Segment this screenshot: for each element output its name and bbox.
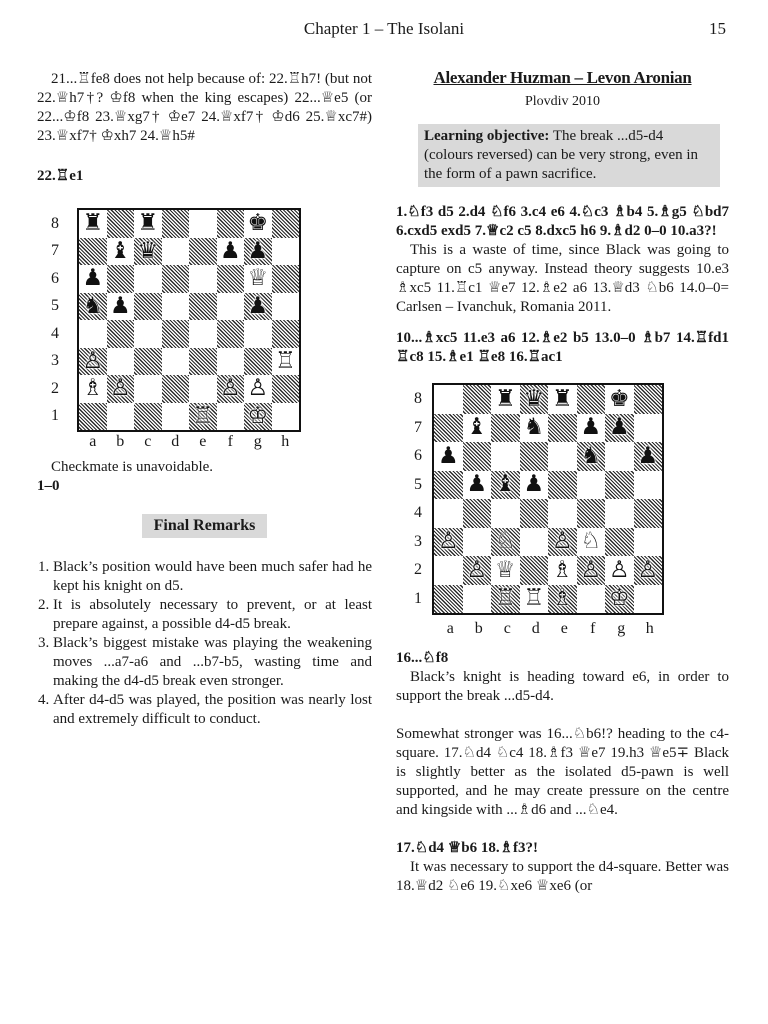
chess-diagram-2 [396, 383, 729, 639]
board-square-b8 [463, 385, 492, 414]
board-square-g6 [605, 442, 634, 471]
black-knight-icon: ♞ [82, 292, 104, 319]
board-square-f5 [217, 293, 245, 321]
board-square-h1 [272, 403, 300, 431]
board-square-e4 [548, 499, 577, 528]
black-pawn-icon: ♟ [466, 471, 488, 498]
board-square-e2 [189, 375, 217, 403]
board-square-c2 [134, 375, 162, 403]
board-square-f2 [577, 556, 606, 585]
board-square-b6 [107, 265, 135, 293]
board-square-c5 [491, 471, 520, 500]
white-knight-icon: ♘ [494, 528, 516, 555]
left-column [37, 70, 372, 729]
white-pawn-icon: ♙ [580, 556, 602, 583]
remark-item: 4. After d4-d5 was played, the position was nearly lost and extremely difficult to conduct. [53, 691, 372, 729]
learning-objective-box [418, 124, 720, 187]
board-square-a5 [434, 471, 463, 500]
board-square-a1 [79, 403, 107, 431]
remark-item: 1. Black’s position would have been much safer had he kept his knight on d5. [53, 558, 372, 596]
board-square-g1 [605, 585, 634, 614]
board-square-b5 [107, 293, 135, 321]
file-label: a [446, 620, 454, 637]
black-knight-icon: ♞ [523, 414, 545, 441]
file-labels [436, 619, 664, 639]
black-bishop-icon: ♝ [494, 471, 516, 498]
rank-label: 7 [51, 242, 59, 260]
board-square-f1 [577, 585, 606, 614]
game-location: Plovdiv 2010 [524, 94, 601, 109]
board-square-g4 [244, 320, 272, 348]
white-bishop-icon: ♗ [82, 375, 104, 402]
board-square-h1 [634, 585, 663, 614]
file-label: c [503, 620, 511, 637]
board-square-b8 [107, 210, 135, 238]
objective-label: Learning objective: [424, 128, 550, 144]
white-pawn-icon: ♙ [82, 347, 104, 374]
board-square-b3 [107, 348, 135, 376]
board-square-c2 [491, 556, 520, 585]
white-rook-icon: ♖ [494, 585, 516, 612]
rank-label: 1 [414, 589, 422, 607]
board-square-f4 [217, 320, 245, 348]
rank-labels [45, 210, 65, 430]
moves-10-16: 10...♗xc5 11.e3 a6 12.♗e2 b5 13.0–0 ♗b7 14.♖fd1 ♖c8 15.♗e1 ♖e8 16.♖ac1 [396, 330, 729, 365]
board-square-c8 [134, 210, 162, 238]
board-square-e3 [548, 528, 577, 557]
rank-label: 6 [51, 269, 59, 287]
white-pawn-icon: ♙ [219, 375, 241, 402]
board-square-c3 [491, 528, 520, 557]
board-square-c7 [134, 238, 162, 266]
board-square-a1 [434, 585, 463, 614]
board-square-g2 [605, 556, 634, 585]
board-square-b4 [107, 320, 135, 348]
board-square-c4 [491, 499, 520, 528]
file-labels [79, 432, 299, 452]
black-queen-icon: ♛ [137, 237, 159, 264]
board-caption: Checkmate is unavoidable. [51, 459, 214, 475]
board-square-h5 [272, 293, 300, 321]
game-title: Alexander Huzman – Levon Aronian [433, 68, 692, 87]
board-square-c6 [491, 442, 520, 471]
black-king-icon: ♚ [608, 385, 630, 412]
board-square-c7 [491, 414, 520, 443]
white-pawn-icon: ♙ [551, 528, 573, 555]
board-square-h4 [272, 320, 300, 348]
remark-item: 3. Black’s biggest mistake was playing the weakening moves ...a7-a6 and ...b7-b5, wasting time and making the d4-d5 break even stronger. [53, 634, 372, 691]
board-square-a4 [79, 320, 107, 348]
board-square-g1 [244, 403, 272, 431]
board-square-b2 [107, 375, 135, 403]
white-pawn-icon: ♙ [466, 556, 488, 583]
black-pawn-icon: ♟ [109, 292, 131, 319]
board-square-h5 [634, 471, 663, 500]
rank-label: 5 [414, 475, 422, 493]
commentary-3: Somewhat stronger was 16...♘b6!? heading to the c4-square. 17.♘d4 ♘c4 18.♗f3 ♕e7 19.h3 ♕e5∓ Black is slightly better as the isolated d5-pawn is well supported, and he may create pressure on the centre and kingside with ...♗d6 and ...♘e4. [396, 726, 729, 818]
board-square-a8 [79, 210, 107, 238]
white-pawn-icon: ♙ [247, 375, 269, 402]
board-square-a6 [79, 265, 107, 293]
board-square-f5 [577, 471, 606, 500]
board-square-e4 [189, 320, 217, 348]
board-square-f6 [577, 442, 606, 471]
chessboard-2 [432, 383, 664, 615]
file-label: d [531, 620, 540, 637]
black-bishop-icon: ♝ [466, 414, 488, 441]
board-square-g3 [605, 528, 634, 557]
rank-labels [408, 385, 428, 613]
rank-label: 4 [414, 504, 422, 522]
board-square-d6 [520, 442, 549, 471]
board-square-g8 [244, 210, 272, 238]
board-square-h7 [272, 238, 300, 266]
board-square-d6 [162, 265, 190, 293]
board-square-e1 [189, 403, 217, 431]
white-bishop-icon: ♗ [551, 556, 573, 583]
board-square-d7 [520, 414, 549, 443]
file-label: e [199, 433, 207, 450]
commentary-1: This is a waste of time, since Black was going to capture on c5 anyway. Instead theory suggests 10.e3 ♗xc5 11.♖c1 ♕e7 12.♗e2 a6 13.♕d3 ♘b6 14.0–0= Carlsen – Ivanchuk, Romania 2011. [396, 242, 729, 315]
board-square-f6 [217, 265, 245, 293]
black-pawn-icon: ♟ [82, 265, 104, 292]
board-square-e7 [189, 238, 217, 266]
white-rook-icon: ♖ [523, 585, 545, 612]
black-pawn-icon: ♟ [437, 442, 459, 469]
black-pawn-icon: ♟ [247, 292, 269, 319]
board-square-h3 [272, 348, 300, 376]
board-square-c1 [134, 403, 162, 431]
board-square-c3 [134, 348, 162, 376]
black-rook-icon: ♜ [137, 210, 159, 237]
objective-text: The break ...d5-d4 (colours reversed) can be very strong, even in the form of a pawn sacrifice. [424, 128, 699, 182]
board-square-f7 [577, 414, 606, 443]
white-rook-icon: ♖ [274, 347, 296, 374]
board-square-f8 [577, 385, 606, 414]
file-label: a [89, 433, 97, 450]
board-square-e8 [189, 210, 217, 238]
white-pawn-icon: ♙ [109, 375, 131, 402]
move-17: 17.♘d4 ♕b6 18.♗f3?! [396, 840, 539, 856]
board-square-h6 [272, 265, 300, 293]
rank-label: 1 [51, 407, 59, 425]
board-square-f3 [217, 348, 245, 376]
board-square-c1 [491, 585, 520, 614]
board-square-e2 [548, 556, 577, 585]
black-rook-icon: ♜ [82, 210, 104, 237]
right-column [396, 68, 729, 896]
board-square-a2 [79, 375, 107, 403]
board-square-e1 [548, 585, 577, 614]
board-square-b1 [107, 403, 135, 431]
final-remarks-heading: Final Remarks [142, 514, 268, 538]
board-square-f2 [217, 375, 245, 403]
board-square-c8 [491, 385, 520, 414]
board-square-c5 [134, 293, 162, 321]
chapter-title: Chapter 1 – The Isolani [303, 19, 465, 38]
black-bishop-icon: ♝ [109, 237, 131, 264]
board-square-b5 [463, 471, 492, 500]
black-king-icon: ♚ [247, 210, 269, 237]
board-square-e3 [189, 348, 217, 376]
white-queen-icon: ♕ [247, 265, 269, 292]
board-square-e6 [548, 442, 577, 471]
file-label: h [645, 620, 654, 637]
board-square-a8 [434, 385, 463, 414]
board-square-h3 [634, 528, 663, 557]
board-square-d5 [520, 471, 549, 500]
file-label: g [617, 620, 626, 637]
board-square-a3 [434, 528, 463, 557]
board-square-a3 [79, 348, 107, 376]
black-pawn-icon: ♟ [580, 414, 602, 441]
black-rook-icon: ♜ [551, 385, 573, 412]
black-pawn-icon: ♟ [219, 237, 241, 264]
white-knight-icon: ♘ [580, 528, 602, 555]
white-queen-icon: ♕ [494, 556, 516, 583]
black-knight-icon: ♞ [580, 442, 602, 469]
board-square-c6 [134, 265, 162, 293]
board-square-e8 [548, 385, 577, 414]
board-square-e6 [189, 265, 217, 293]
board-square-d1 [520, 585, 549, 614]
remark-item: 2. It is absolutely necessary to prevent, or at least prepare against, a possible d4-d5 break. [53, 596, 372, 634]
file-label: h [281, 433, 290, 450]
move-16: 16...♘f8 [396, 650, 449, 666]
intro-paragraph: 21...♖fe8 does not help because of: 22.♖h7! (but not 22.♕h7†? ♔f8 when the king escapes) 22...♕e5 (or 22...♔f8 23.♕xg7† ♔e7 24.♕xf7† ♔d6 25.♕xc7#) 23.♕xf7† ♔xh7 24.♕h5# [37, 71, 372, 144]
file-label: e [560, 620, 568, 637]
board-square-d3 [520, 528, 549, 557]
board-square-e5 [189, 293, 217, 321]
white-pawn-icon: ♙ [437, 528, 459, 555]
chess-diagram-1 [37, 208, 372, 448]
board-square-f1 [217, 403, 245, 431]
white-bishop-icon: ♗ [551, 585, 573, 612]
remarks-list [37, 558, 372, 729]
board-square-a4 [434, 499, 463, 528]
file-label: d [171, 433, 180, 450]
board-square-d3 [162, 348, 190, 376]
rank-label: 8 [51, 214, 59, 232]
board-square-g5 [605, 471, 634, 500]
board-square-b7 [107, 238, 135, 266]
rank-label: 6 [414, 447, 422, 465]
board-square-b4 [463, 499, 492, 528]
board-square-h8 [272, 210, 300, 238]
page-number: 15 [709, 19, 726, 38]
board-square-h2 [634, 556, 663, 585]
board-square-h2 [272, 375, 300, 403]
board-square-d5 [162, 293, 190, 321]
board-square-d1 [162, 403, 190, 431]
white-king-icon: ♔ [608, 585, 630, 612]
board-square-g5 [244, 293, 272, 321]
file-label: b [474, 620, 483, 637]
board-square-h6 [634, 442, 663, 471]
rank-label: 5 [51, 297, 59, 315]
rank-label: 2 [414, 561, 422, 579]
board-square-f7 [217, 238, 245, 266]
board-square-f3 [577, 528, 606, 557]
file-label: f [227, 433, 233, 450]
file-label: f [590, 620, 596, 637]
board-square-b3 [463, 528, 492, 557]
rank-label: 3 [51, 352, 59, 370]
white-rook-icon: ♖ [192, 402, 214, 429]
board-square-g7 [244, 238, 272, 266]
chessboard-1 [77, 208, 301, 432]
black-pawn-icon: ♟ [637, 442, 659, 469]
board-square-h7 [634, 414, 663, 443]
board-square-d2 [520, 556, 549, 585]
black-queen-icon: ♛ [523, 385, 545, 412]
file-label: g [253, 433, 262, 450]
move-22: 22.♖e1 [37, 168, 84, 184]
board-square-b1 [463, 585, 492, 614]
black-rook-icon: ♜ [494, 385, 516, 412]
commentary-4: It was necessary to support the d4-square. Better was 18.♕d2 ♘e6 19.♘xe6 ♕xe6 (or [396, 859, 729, 894]
board-square-d4 [162, 320, 190, 348]
board-square-a5 [79, 293, 107, 321]
board-square-b2 [463, 556, 492, 585]
board-square-g2 [244, 375, 272, 403]
rank-label: 2 [51, 379, 59, 397]
commentary-2: Black’s knight is heading toward e6, in order to support the break ...d5-d4. [396, 669, 729, 704]
board-square-a7 [79, 238, 107, 266]
game-result: 1–0 [37, 478, 60, 494]
board-square-c4 [134, 320, 162, 348]
rank-label: 8 [414, 390, 422, 408]
opening-moves: 1.♘f3 d5 2.d4 ♘f6 3.c4 e6 4.♘c3 ♗b4 5.♗g5 ♘bd7 6.cxd5 exd5 7.♕c2 c5 8.dxc5 h6 9.♗d2 0–0 10.a3?! [396, 204, 729, 239]
board-square-g3 [244, 348, 272, 376]
board-square-e7 [548, 414, 577, 443]
board-square-f8 [217, 210, 245, 238]
board-square-h4 [634, 499, 663, 528]
board-square-d7 [162, 238, 190, 266]
board-square-d8 [520, 385, 549, 414]
white-king-icon: ♔ [247, 402, 269, 429]
rank-label: 3 [414, 532, 422, 550]
board-square-d8 [162, 210, 190, 238]
board-square-b7 [463, 414, 492, 443]
board-square-e5 [548, 471, 577, 500]
white-pawn-icon: ♙ [637, 556, 659, 583]
board-square-d4 [520, 499, 549, 528]
black-pawn-icon: ♟ [247, 237, 269, 264]
file-label: c [144, 433, 152, 450]
board-square-f4 [577, 499, 606, 528]
board-square-d2 [162, 375, 190, 403]
rank-label: 4 [51, 324, 59, 342]
black-pawn-icon: ♟ [523, 471, 545, 498]
board-square-g7 [605, 414, 634, 443]
board-square-h8 [634, 385, 663, 414]
file-label: b [116, 433, 125, 450]
board-square-a2 [434, 556, 463, 585]
board-square-a6 [434, 442, 463, 471]
board-square-g4 [605, 499, 634, 528]
white-pawn-icon: ♙ [608, 556, 630, 583]
rank-label: 7 [414, 418, 422, 436]
board-square-b6 [463, 442, 492, 471]
board-square-a7 [434, 414, 463, 443]
board-square-g6 [244, 265, 272, 293]
black-pawn-icon: ♟ [608, 414, 630, 441]
board-square-g8 [605, 385, 634, 414]
